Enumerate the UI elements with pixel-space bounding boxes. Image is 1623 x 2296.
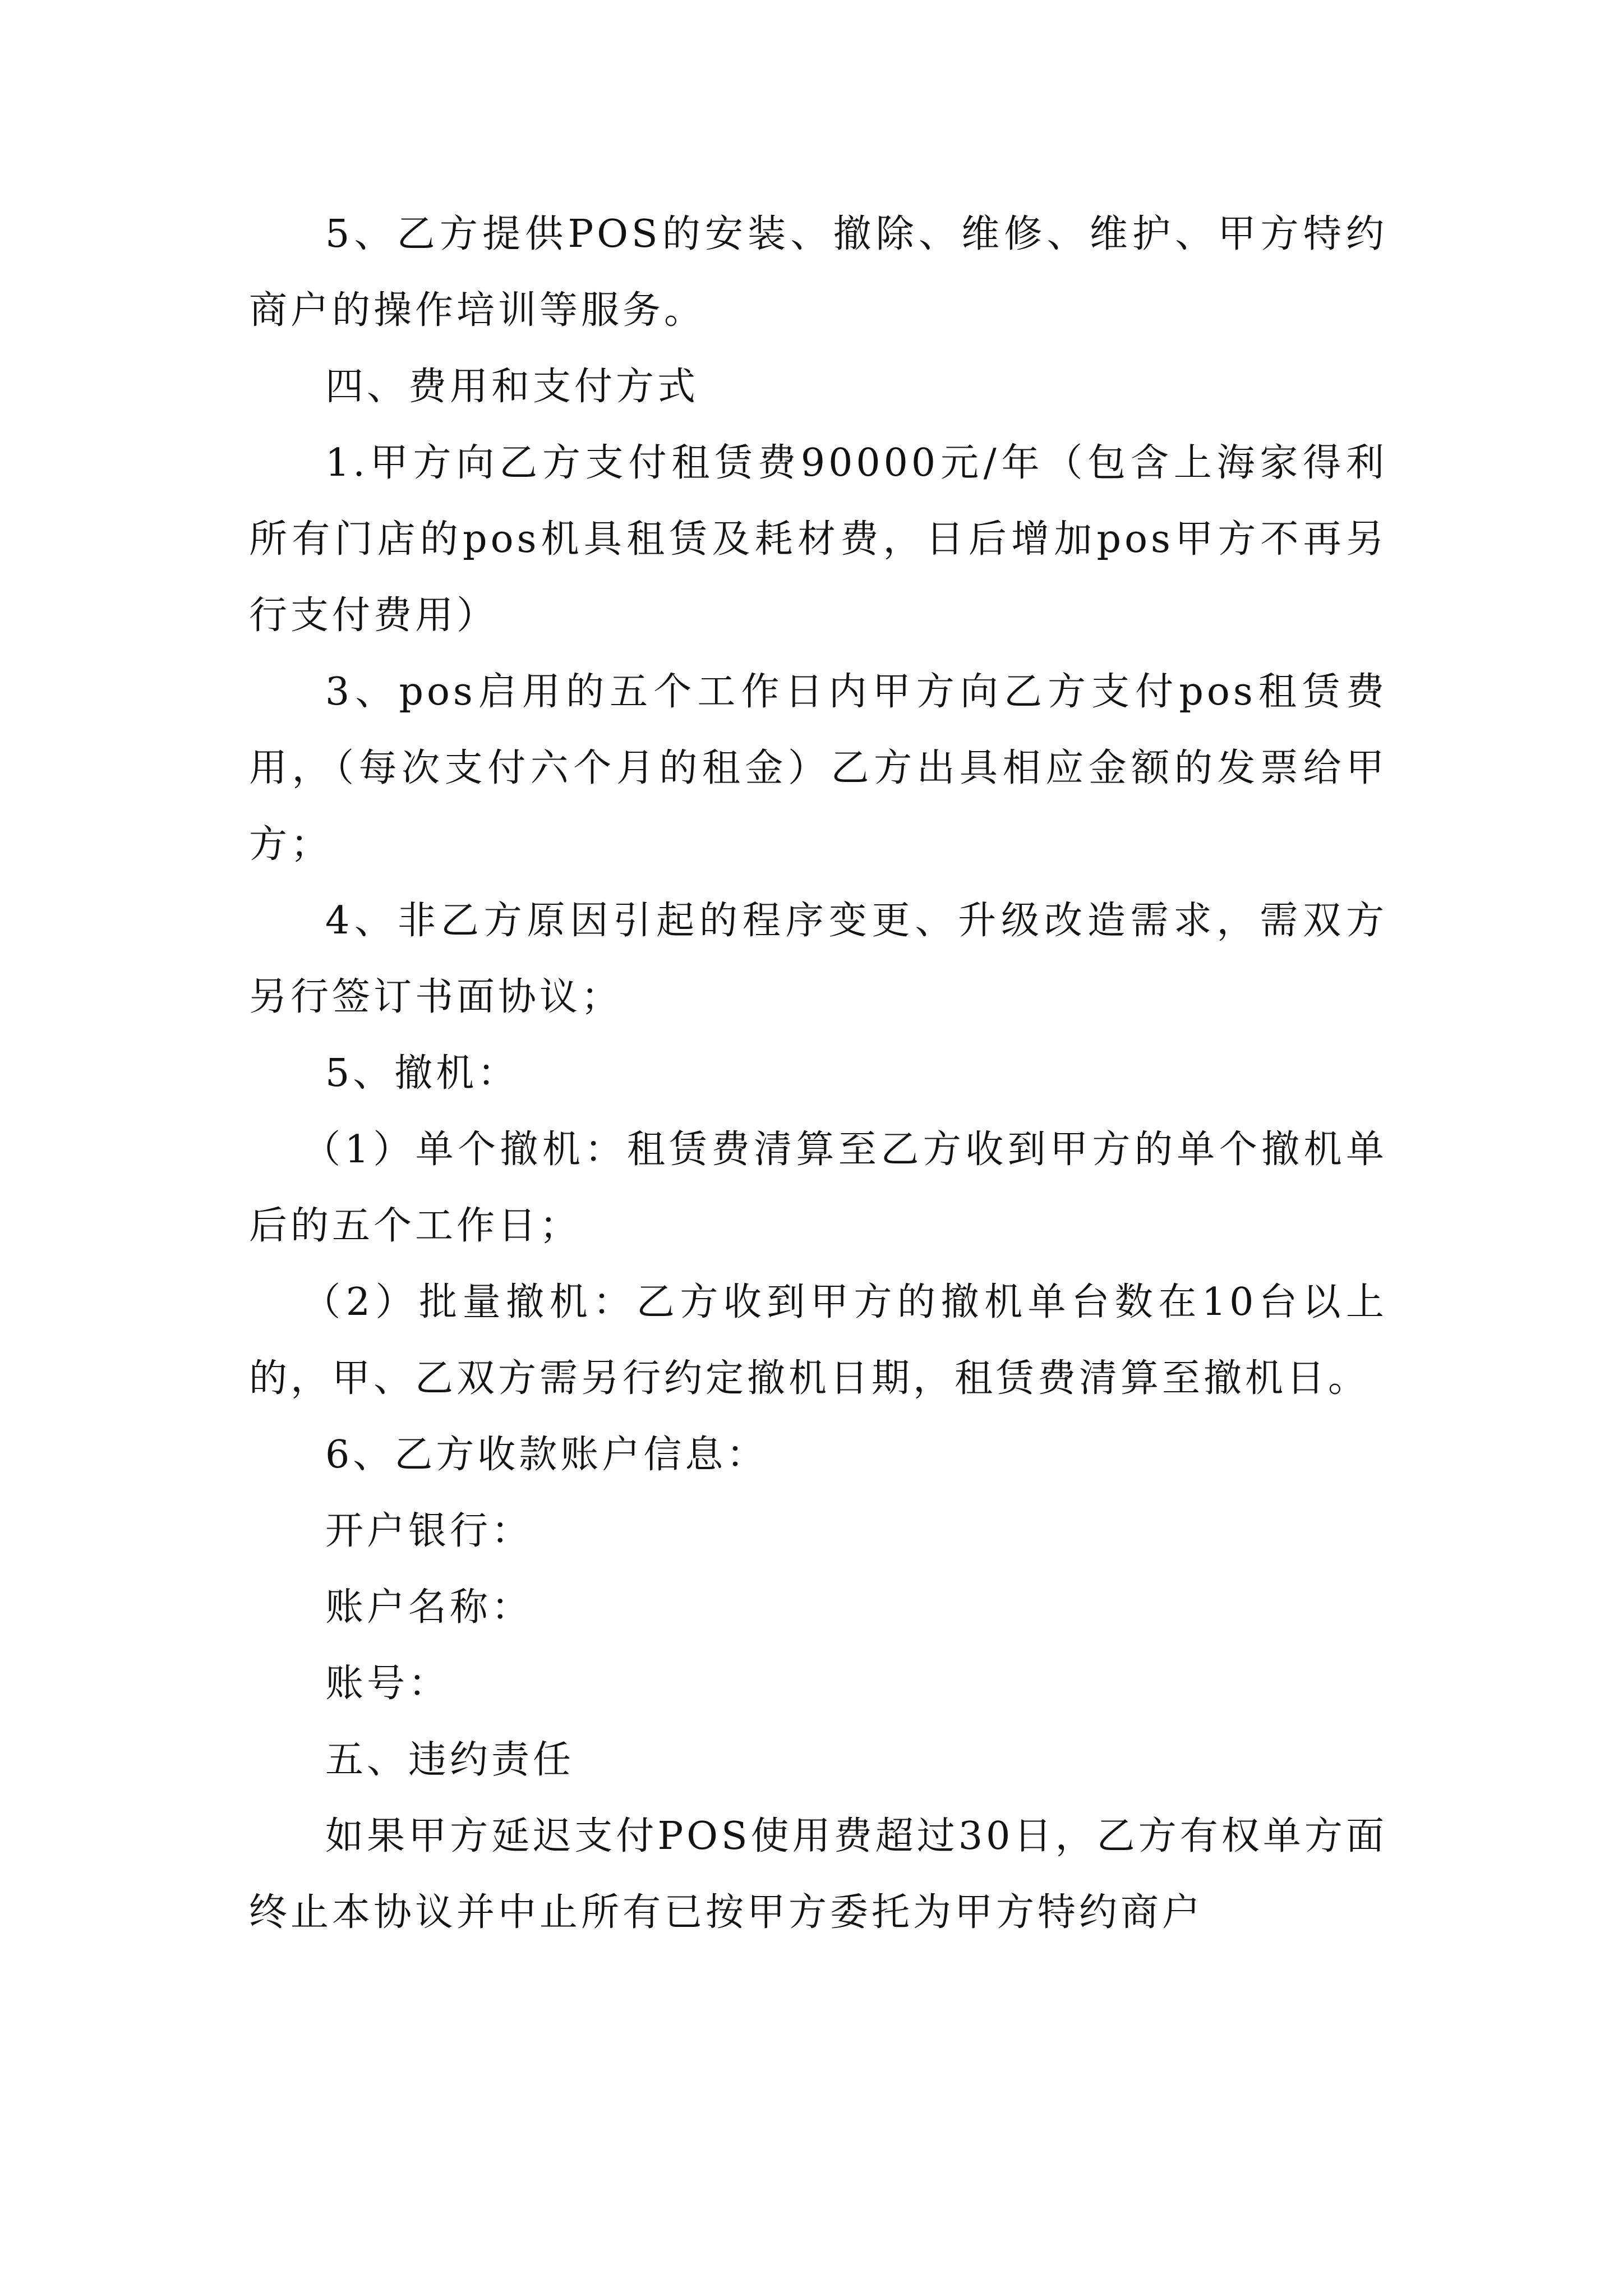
clause-1-rental-fee: 1.甲方向乙方支付租赁费90000元/年（包含上海家得利所有门店的pos机具租赁及耗材费，日后增加pos甲方不再另行支付费用）: [249, 441, 1387, 638]
clause-6-account-info: 6、乙方收款账户信息：: [325, 1433, 768, 1477]
account-number-field: 账号：: [325, 1662, 450, 1706]
account-name-field: 账户名称：: [325, 1585, 533, 1630]
document-page: [249, 196, 1387, 1951]
liability-paragraph: 如果甲方延迟支付POS使用费超过30日，乙方有权单方面终止本协议并中止所有已按甲方委托为甲方特约商户: [249, 1814, 1387, 1935]
clause-5-removal: 5、撤机：: [325, 1051, 519, 1096]
clause-removal-batch: （2）批量撤机：乙方收到甲方的撤机单台数在10台以上的，甲、乙双方需另行约定撤机日期，租赁费清算至撤机日。: [249, 1280, 1387, 1401]
clause-3-payment: 3、pos启用的五个工作日内甲方向乙方支付pos租赁费用，（每次支付六个月的租金）乙方出具相应金额的发票给甲方；: [249, 670, 1387, 867]
clause-removal-single: （1）单个撤机：租赁费清算至乙方收到甲方的单个撤机单后的五个工作日；: [249, 1128, 1387, 1248]
bank-name-field: 开户银行：: [325, 1509, 533, 1553]
clause-5-services: 5、乙方提供POS的安装、撤除、维修、维护、甲方特约商户的操作培训等服务。: [249, 212, 1387, 333]
section-heading-fees: 四、费用和支付方式: [325, 365, 699, 409]
section-heading-liability: 五、违约责任: [325, 1738, 575, 1782]
clause-4-changes: 4、非乙方原因引起的程序变更、升级改造需求，需双方另行签订书面协议；: [249, 899, 1387, 1019]
